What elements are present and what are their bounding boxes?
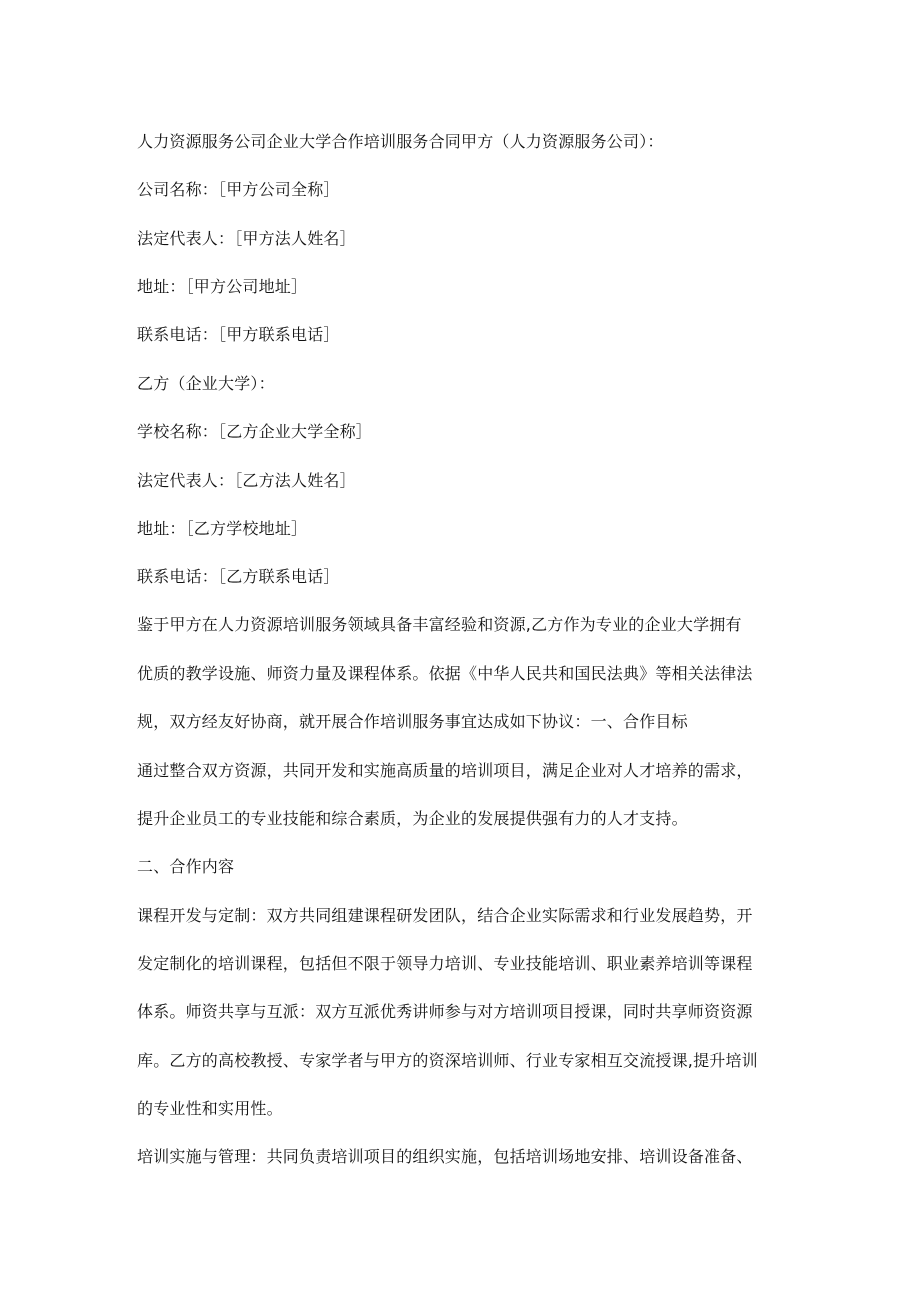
section-2-heading: 二、合作内容 xyxy=(137,857,235,876)
preamble-line: 规，双方经友好协商，就开展合作培训服务事宜达成如下协议：一、合作目标 xyxy=(137,712,688,731)
party-b-legal-rep: 法定代表人：［乙方法人姓名］ xyxy=(137,471,356,490)
party-a-company-name: 公司名称：［甲方公司全称］ xyxy=(137,180,340,199)
course-dev-line: 课程开发与定制：双方共同组建课程研发团队，结合企业实际需求和行业发展趋势，开 xyxy=(137,906,753,925)
course-dev-line: 体系。师资共享与互派：双方互派优秀讲师参与对方培训项目授课，同时共享师资资源 xyxy=(137,1002,753,1021)
goal-line: 通过整合双方资源，共同开发和实施高质量的培训项目，满足企业对人才培养的需求， xyxy=(137,761,753,780)
party-b-heading: 乙方（企业大学）： xyxy=(137,374,275,393)
party-b-address: 地址：［乙方学校地址］ xyxy=(137,519,308,538)
party-a-address: 地址：［甲方公司地址］ xyxy=(137,277,308,296)
party-b-school-name: 学校名称：［乙方企业大学全称］ xyxy=(137,422,373,441)
course-dev-line: 的专业性和实用性。 xyxy=(137,1099,283,1118)
training-impl-line: 培训实施与管理：共同负责培训项目的组织实施，包括培训场地安排、培训设备准备、 xyxy=(137,1147,753,1166)
course-dev-line: 发定制化的培训课程，包括但不限于领导力培训、专业技能培训、职业素养培训等课程 xyxy=(137,954,753,973)
course-dev-line: 库。乙方的高校教授、专家学者与甲方的资深培训师、行业专家相互交流授课,提升培训 xyxy=(137,1051,758,1070)
party-a-legal-rep: 法定代表人：［甲方法人姓名］ xyxy=(137,229,356,248)
party-a-phone: 联系电话：［甲方联系电话］ xyxy=(137,325,340,344)
preamble-line: 优质的教学设施、师资力量及课程体系。依据《中华人民共和国民法典》等相关法律法 xyxy=(137,664,753,683)
goal-line: 提升企业员工的专业技能和综合素质，为企业的发展提供强有力的人才支持。 xyxy=(137,809,688,828)
party-b-phone: 联系电话：［乙方联系电话］ xyxy=(137,567,340,586)
contract-title-line: 人力资源服务公司企业大学合作培训服务合同甲方（人力资源服务公司）： xyxy=(137,132,664,151)
preamble-line: 鉴于甲方在人力资源培训服务领域具备丰富经验和资源,乙方作为专业的企业大学拥有 xyxy=(137,615,742,634)
